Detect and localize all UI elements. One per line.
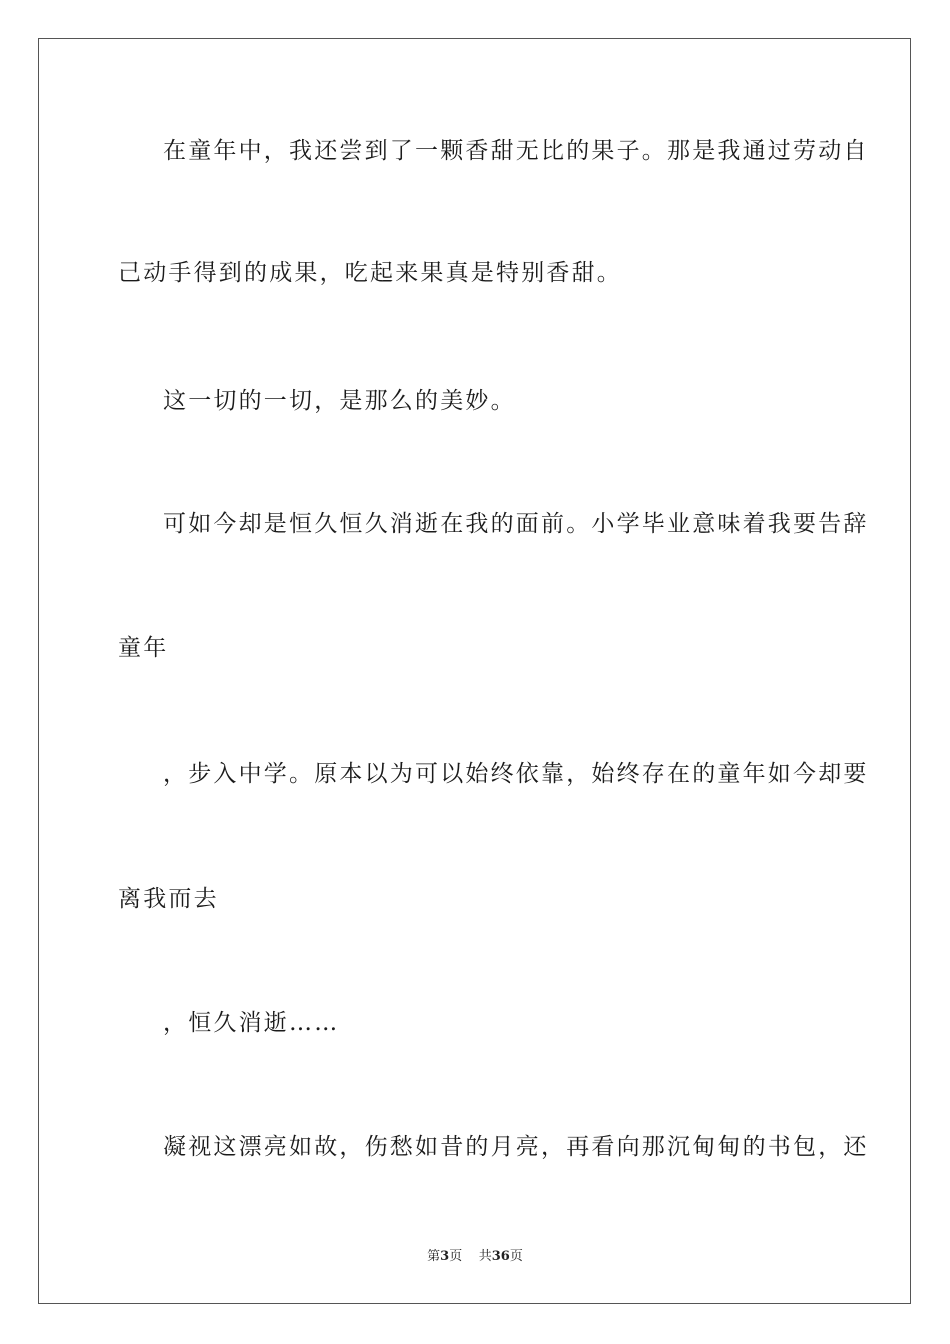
page-footer: [0, 1245, 950, 1264]
page-suffix: 页: [449, 1249, 463, 1264]
total-prefix: 共: [478, 1249, 492, 1264]
text-line-2: 己动手得到的成果，吃起来果真是特别香甜。: [118, 260, 622, 286]
page-border: [38, 38, 911, 1304]
text-line-1: 在童年中，我还尝到了一颗香甜无比的果子。那是我通过劳动自: [163, 138, 869, 164]
text-line-5: 童年: [118, 635, 169, 661]
page-number: 3: [440, 1249, 450, 1264]
text-line-4: 可如今却是恒久恒久消逝在我的面前。小学毕业意味着我要告辞: [163, 511, 869, 537]
text-line-7: 离我而去: [118, 886, 219, 912]
total-pages: 36: [491, 1249, 510, 1264]
text-line-6: ，步入中学。原本以为可以始终依靠，始终存在的童年如今却要: [163, 761, 869, 787]
text-line-8: ，恒久消逝……: [163, 1010, 340, 1036]
text-line-3: 这一切的一切，是那么的美妙。: [163, 388, 516, 414]
text-line-9: 凝视这漂亮如故，伤愁如昔的月亮，再看向那沉甸甸的书包，还: [163, 1134, 869, 1160]
total-suffix: 页: [509, 1249, 523, 1264]
page-prefix: 第: [427, 1249, 441, 1264]
